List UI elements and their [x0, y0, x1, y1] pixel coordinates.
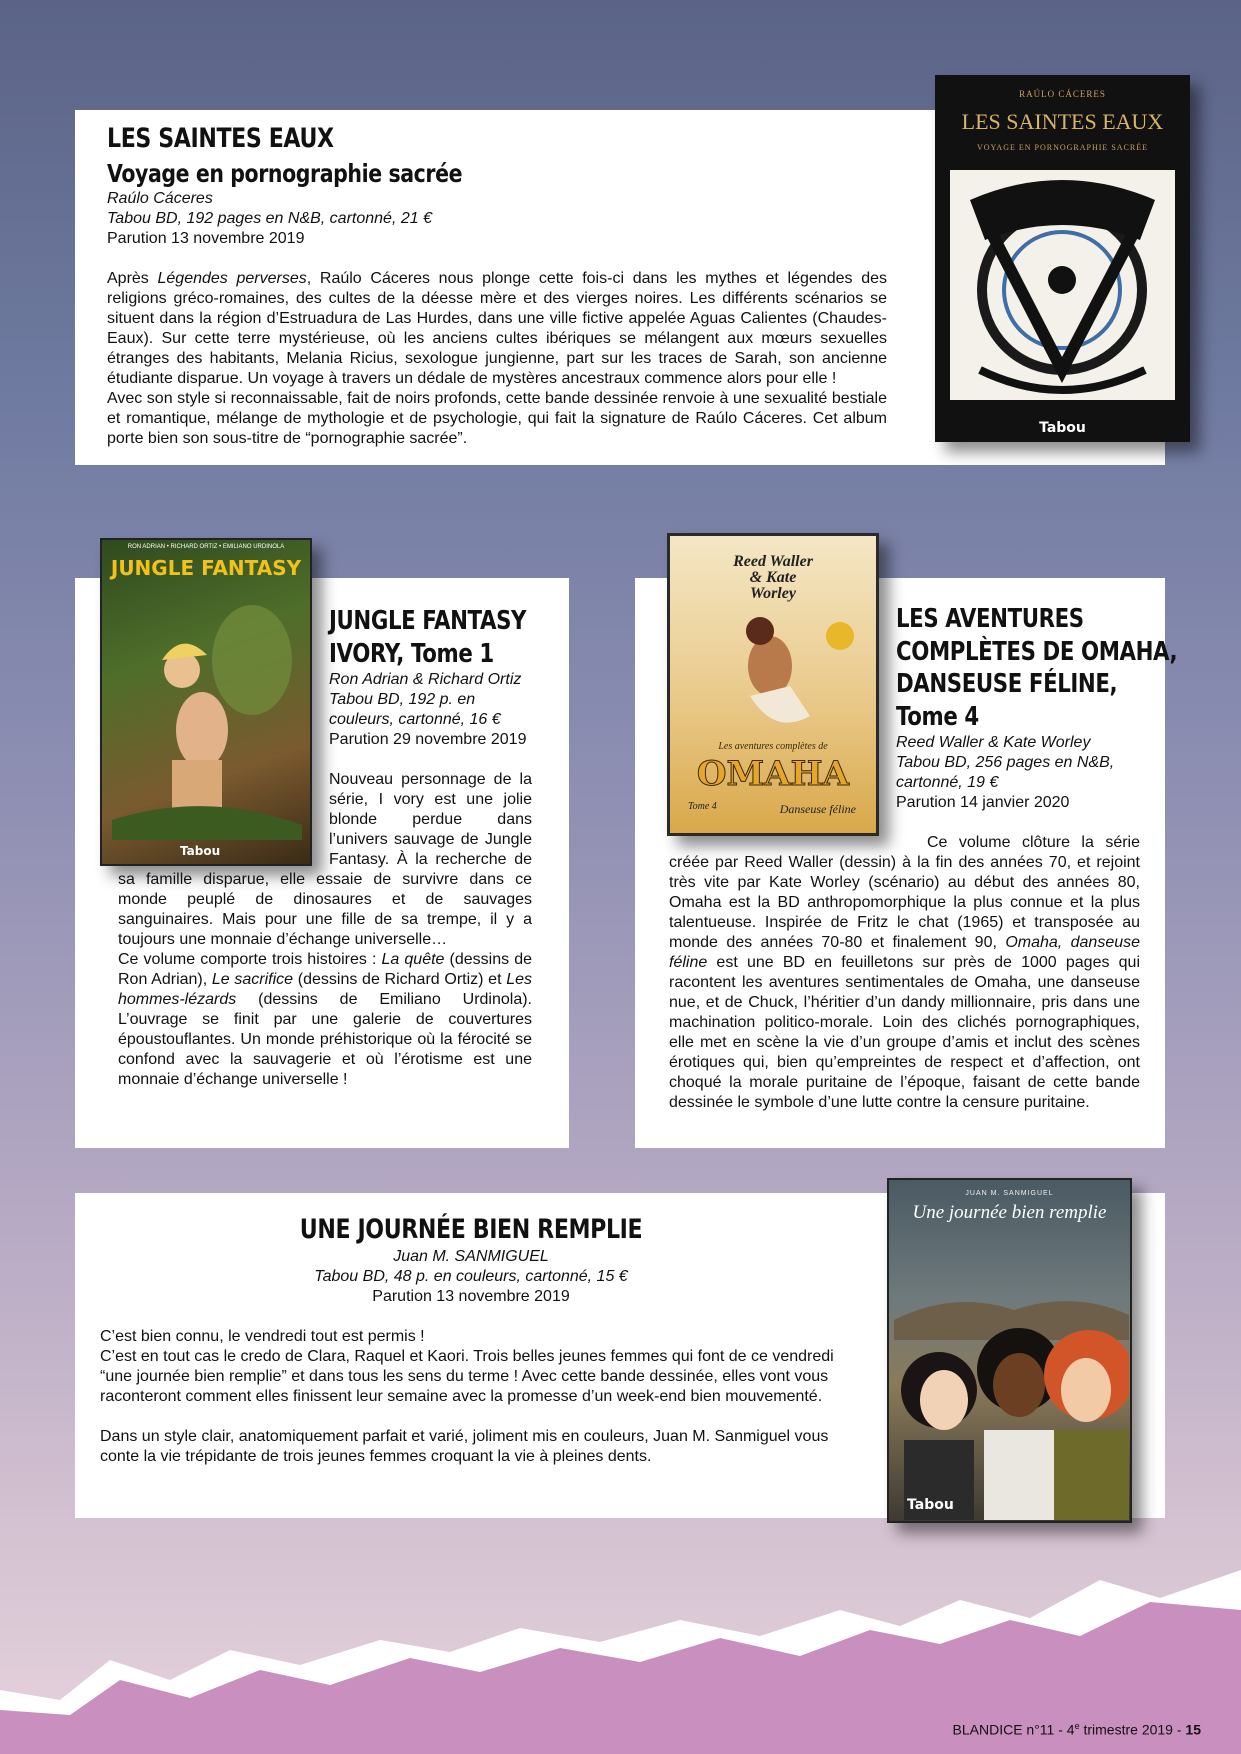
cover-authors: Reed Waller & Kate Worley [733, 553, 813, 602]
cover-subtitle: VOYAGE EN PORNOGRAPHIE SACRÉE [976, 143, 1148, 152]
book-meta [329, 670, 532, 750]
cover-title: OMAHA [696, 754, 850, 794]
footer-quarter: trimestre 2019 - [1079, 1722, 1186, 1738]
body-paragraph: Ce volume clôture la série créée par Reed Waller (dessin) à la fin des années 70, et rejoint très vite par Kate Worley (scénario) au début des années 80, Omaha est la BD anthropomorphique la plus connue et la plus talentueuse. Inspirée de Fritz le chat (1965) et transposée au monde des années 70-80 et finalement 90, Omaha, danseuse féline est une BD en feuilletons sur près de 1000 pages qui racontent les aventures sentimentales de Omaha, une danseuse nue, et de Chuck, l’héritier d’un dandy millionnaire, pris dans une machination politico-morale. Loin des clichés pornographiques, elle met en scène la vie d’un groupe d’amis et inclut des scènes érotiques qui, bien qu’empreintes de respect et d’affection, ont choqué la morale puritaine de l’époque, faisant de cette bande dessinée le symbole d’une lutte contre la censure puritaine. [669, 834, 1141, 1111]
cover-author: JUAN M. SANMIGUEL [965, 1190, 1054, 1197]
article-subtitle: Voyage en pornographie sacrée [107, 158, 463, 188]
book-author: Juan M. SANMIGUEL [393, 1247, 549, 1265]
cover-title: LES SAINTES EAUX [961, 109, 1164, 134]
book-release-date: Parution 13 novembre 2019 [372, 1287, 570, 1305]
book-release-date: Parution 29 novembre 2019 [329, 731, 527, 748]
book-release-date: Parution 13 novembre 2019 [107, 230, 305, 247]
cover-float-spacer [669, 833, 927, 851]
page-number: 15 [1185, 1722, 1201, 1738]
cover-title: Une journée bien remplie [912, 1202, 1107, 1223]
book-meta [100, 1247, 842, 1307]
book-publisher: Tabou BD, 192 p. en couleurs, cartonné, 16 € [329, 691, 501, 728]
book-author: Ron Adrian & Richard Ortiz [329, 671, 522, 688]
cover-float-spacer [118, 770, 329, 870]
article-body [100, 1327, 842, 1467]
cover-publisher-logo: Tabou [907, 1497, 954, 1513]
book-author: Raúlo Cáceres [107, 190, 213, 207]
book-meta [896, 733, 1140, 813]
cover-subtitle: Danseuse féline [779, 802, 856, 816]
cover-title: JUNGLE FANTASY [110, 556, 302, 580]
article-title: JUNGLE FANTASY [329, 606, 527, 636]
book-meta [107, 189, 887, 249]
article-body [118, 770, 532, 1090]
cover-publisher-logo: Tabou [1039, 420, 1086, 436]
article-body [107, 269, 887, 449]
article-omaha-text [669, 603, 1178, 1113]
cover-artwork [894, 1280, 1129, 1520]
article-title: LES AVENTURES [896, 604, 1084, 634]
article-jungle-fantasy-text [118, 605, 532, 1090]
footer-superscript: e [1074, 1721, 1080, 1732]
book-publisher: Tabou BD, 48 p. en couleurs, cartonné, 15 € [314, 1267, 628, 1285]
body-paragraph: Avec son style si reconnaissable, fait de noirs profonds, cette bande dessinée renvoie à une sexualité bestiale et romantique, mélange de mythologie et de psychologie, qui fait la signature de Raúlo Cáceres. Cet album porte bien son sous-titre de “pornographie sacrée”. [107, 390, 887, 447]
footer-magazine: BLANDICE n°11 - 4 [952, 1722, 1075, 1738]
book-publisher: Tabou BD, 192 pages en N&B, cartonné, 21 € [107, 210, 432, 227]
body-paragraph: Nouveau personnage de la série, I vory est une jolie blonde perdue dans l’univers sauvage de Jungle Fantasy. À la recherche de sa famille disparue, elle essaie de survivre dans ce monde peuplé de dinosaures et de sauvages sanguinaires. Mais pour une fille de sa trempe, il y a toujours une monnaie d’échange universelle… [118, 771, 532, 948]
article-subtitle: Tome 4 [896, 701, 979, 732]
cover-credits: RON ADRIAN • RICHARD ORTIZ • EMILIANO URDINOLA [127, 544, 285, 550]
article-title: LES SAINTES EAUX [107, 123, 334, 154]
page-footer [953, 1721, 1201, 1738]
article-subtitle: IVORY, Tome 1 [329, 638, 494, 669]
book-publisher: Tabou BD, 256 pages en N&B, cartonné, 19 € [896, 754, 1115, 791]
cover-publisher-logo: Tabou [180, 844, 221, 858]
article-title: COMPLÈTES DE OMAHA, [896, 636, 1178, 667]
book-cover-les-saintes-eaux [935, 75, 1190, 442]
cover-tome: Tome 4 [688, 801, 717, 812]
article-body [669, 833, 1140, 1113]
article-title: UNE JOURNÉE BIEN REMPLIE [299, 1214, 643, 1245]
cover-author: RAÚLO CÁCERES [1019, 89, 1106, 99]
body-paragraph: Après Légendes perverses, Raúlo Cáceres nous plonge cette fois-ci dans les mythes et légendes des religions gréco-romaines, des cultes de la déesse mère et des vierges noires. Les différents scénarios se situent dans la région d’Estruadura de Las Hurdes, dans une ville fictive appelée Aguas Calientes (Chaudes-Eaux). Sur cette terre mystérieuse, où les anciens cultes ibériques se mélangent aux mœurs sexuelles étranges des habitants, Melania Ricius, sexologue jungienne, part sur les traces de Sarah, son ancienne étudiante disparue. Un voyage à travers un dédale de mystères ancestraux commence alors pour elle ! [107, 270, 888, 387]
article-title: DANSEUSE FÉLINE, [896, 669, 1118, 699]
cover-artwork [950, 170, 1175, 400]
cover-tagline: Les aventures complètes de [718, 741, 828, 752]
body-paragraph: Ce volume comporte trois histoires : La quête (dessins de Ron Adrian), Le sacrifice (dessins de Richard Ortiz) et Les hommes-lézards (dessins de Emiliano Urdinola). L’ouvrage se finit par une galerie de couvertures époustouflantes. Un monde préhistorique où la férocité se confond avec la sauvagerie et où l’érotisme est une monnaie d’échange universelle ! [118, 951, 533, 1088]
book-cover-une-journee-bien-remplie [887, 1178, 1132, 1523]
book-author: Reed Waller & Kate Worley [896, 734, 1091, 751]
book-release-date: Parution 14 janvier 2020 [896, 794, 1070, 811]
body-paragraph: C’est bien connu, le vendredi tout est permis ! [100, 1327, 425, 1345]
body-paragraph: C’est en tout cas le credo de Clara, Raquel et Kaori. Trois belles jeunes femmes qui font de ce vendredi “une journée bien remplie” et dans tous les sens du terme ! Avec cette bande dessinée, elles vont vous raconteront comment elles finissent leur semaine avec la promesse d’un week-end bien mouvementé. [100, 1347, 834, 1405]
body-paragraph: Dans un style clair, anatomiquement parfait et varié, joliment mis en couleurs, Juan M. Sanmiguel vous conte la vie trépidante de trois jeunes femmes croquant la vie à pleines dents. [100, 1427, 829, 1465]
